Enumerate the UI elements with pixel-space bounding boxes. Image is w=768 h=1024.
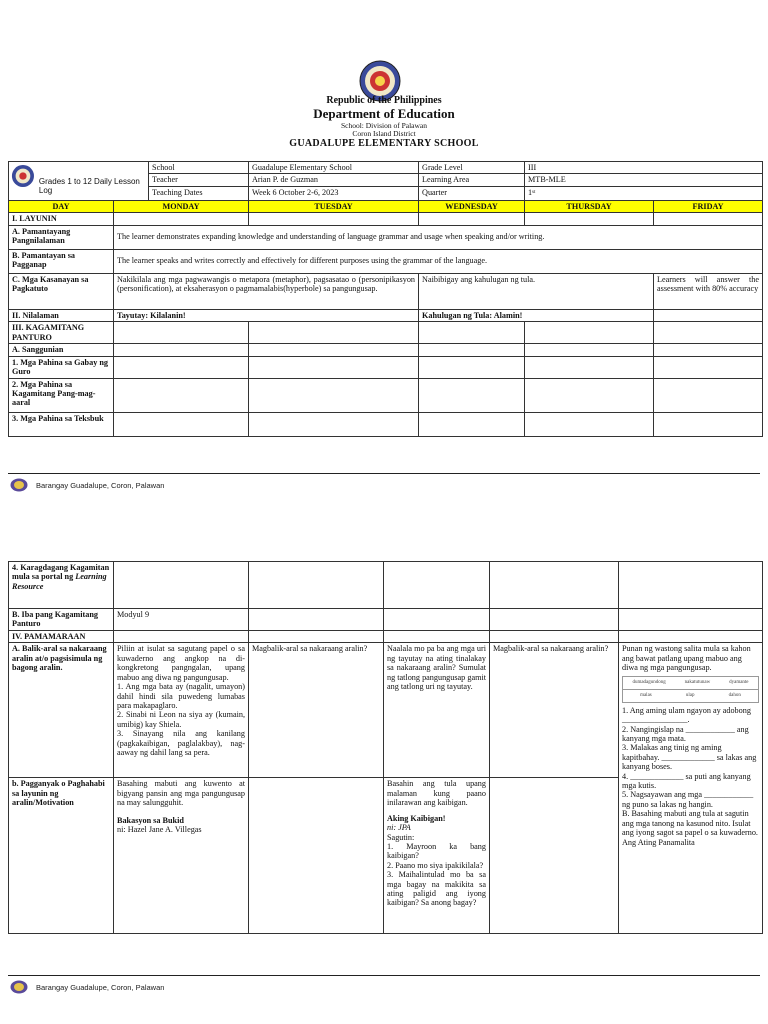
log-title: Grades 1 to 12 Daily Lesson Log: [38, 177, 140, 196]
nilalaman-monday: Tayutay: Kilalanin!: [114, 309, 419, 321]
balik-thursday: Magbalik-aral sa nakaraang aralin?: [490, 643, 619, 778]
republic-heading: Republic of the Philippines: [326, 95, 442, 106]
footer-divider-2: [8, 975, 760, 976]
balik-monday: Piliin at isulat sa sagutang papel o sa kuwaderno ang angkop na di-kongkretong pangngalan, upang mabuo ang diwa ng pangungusap. 1. Ang mga bata ay (nagalit, umayon) dahil hindi sila puwedeng lumabas para makapaglaro. 2. Sinabi ni Leon na siya ay (kumain, umibig) kay Shiela. 3. Sinayang nila ang kanilang (pagkakaibigan, paglalakbay), nag- aaway ng dahil lang sa pera.: [114, 643, 249, 778]
day-header: DAY: [9, 200, 114, 212]
footer-address: Barangay Guadalupe, Coron, Palawan: [36, 480, 165, 490]
tuesday-header: TUESDAY: [249, 200, 419, 212]
kasanayan-label: C. Mga Kasanayan sa Pagkatuto: [9, 273, 114, 309]
pagganap-text: The learner speaks and writes correctly and effectively for different purposes using the grammar of the language.: [114, 249, 763, 273]
quarter-value: 1ˢᵗ: [525, 186, 763, 200]
pamantayang-text: The learner demonstrates expanding knowledge and understanding of language grammar and usage when speaking and/or writing.: [114, 225, 763, 249]
footer-address-2: Barangay Guadalupe, Coron, Palawan: [36, 982, 165, 992]
footer-seal-icon: [10, 478, 28, 492]
district-line: Coron Island District: [352, 129, 416, 138]
school-value: Guadalupe Elementary School: [249, 162, 419, 174]
sanggunian-label: A. Sanggunian: [9, 344, 114, 356]
monday-header: MONDAY: [114, 200, 249, 212]
pamantayang-label: A. Pamantayang Pangnilalaman: [9, 225, 114, 249]
balik-friday: Punan ng wastong salita mula sa kahon ang bawat patlang upang mabuo ang diwa ng mga pangungusap. dumadagundong nakatutunaw dyamante malas ulap dahon 1. Ang aming ulam ngayon ay adobong ________________. 2. Nangingislap na ____________ ang kanyang mga mata. 3. Malakas ang tinig ng aming kapitbahay. _____________ sa lakas ang kanyang boses. 4. _____________ sa puti ang kanyang mga kutis. 5. Nagsayawan ang mga ____________ ng puno sa lakas ng hangin. B. Basahing mabuti ang tula at sagutin ang mga tanong na kasunod nito. Isulat ang iyong sagot sa papel o sa kuwaderno. Ang Ating Panamalita: [619, 643, 763, 934]
balik-label: A. Balik-aral sa nakaraang aralin at/o pagsisimula ng bagong aralin.: [9, 643, 114, 778]
pagganyak-wednesday: Basahin ang tula upang malaman kung paano inilarawan ang kaibigan. Aking Kaibigan! ni: JPA Sagutin: 1. Mayroon ka bang kaibigan? 2. Paano mo siya ipakikilala? 3. Maihalintulad mo ba sa mga bagay na makikita sa ating paligid ang iyong kaibigan? Sa anong bagay?: [384, 778, 490, 934]
deped-small-seal-icon: [11, 163, 35, 189]
word-choice-box-row2: malas ulap dahon: [622, 690, 759, 703]
teacher-label: Teacher: [149, 174, 249, 186]
dates-label: Teaching Dates: [149, 186, 249, 200]
pagganyak-monday: Basahing mabuti ang kuwento at bigyang pansin ang mga pangungusap na may salungguhit. Bakasyon sa Bukid ni: Hazel Jane A. Villegas: [114, 778, 249, 934]
balik-wednesday: Naalala mo pa ba ang mga uri ng tayutay na ating tinalakay sa nakaraang aralin? Sumulat ng tatlong pangungusap gamit ang tatlong uri ng tayutay.: [384, 643, 490, 778]
area-value: MTB-MLE: [525, 174, 763, 186]
kasanayan-monday: Nakikilala ang mga pagwawangis o metapora (metaphor), pagsasatao o (personipikasyon (personification), at eksaherasyon o pagmamalabis(hyperbole) sa pangungusap.: [114, 273, 419, 309]
word-choice-box: dumadagundong nakatutunaw dyamante: [622, 676, 759, 690]
footer-divider: [8, 473, 760, 474]
balik-tuesday: Magbalik-aral sa nakaraang aralin?: [249, 643, 384, 778]
friday-header: FRIDAY: [654, 200, 763, 212]
nilalaman-wednesday: Kahulugan ng Tula: Alamin!: [419, 309, 654, 321]
pamamaraan-label: IV. PAMAMARAAN: [9, 631, 114, 643]
lesson-log-table: [8, 161, 763, 437]
iba-label: B. Iba pang Kagamitang Panturo: [9, 609, 114, 631]
kagamitan-pang-label: 2. Mga Pahina sa Kagamitang Pang-mag-aaral: [9, 378, 114, 412]
karagdagang-label: 4. Karagdagang Kagamitan mula sa portal ng Learning Resource: [9, 562, 114, 609]
grade-value: III: [525, 162, 763, 174]
footer-2: [10, 980, 164, 994]
procedure-table: [8, 561, 763, 934]
pagganap-label: B. Pamantayan sa Pagganap: [9, 249, 114, 273]
pagganyak-label: b. Pagganyak o Paghahabi sa layunin ng aralin/Motivation: [9, 778, 114, 934]
quarter-label: Quarter: [419, 186, 525, 200]
nilalaman-label: II. Nilalaman: [9, 309, 114, 321]
teacher-value: Arian P. de Guzman: [249, 174, 419, 186]
dates-value: Week 6 October 2-6, 2023: [249, 186, 419, 200]
iba-value: Modyul 9: [114, 609, 249, 631]
teksbuk-label: 3. Mga Pahina sa Teksbuk: [9, 412, 114, 436]
area-label: Learning Area: [419, 174, 525, 186]
grade-label: Grade Level: [419, 162, 525, 174]
layunin-label: I. LAYUNIN: [9, 213, 114, 225]
thursday-header: THURSDAY: [525, 200, 654, 212]
school-label: School: [149, 162, 249, 174]
school-heading: GUADALUPE ELEMENTARY SCHOOL: [289, 138, 479, 149]
log-title-cell: [9, 162, 149, 201]
department-heading: Department of Education: [313, 106, 455, 121]
kasanayan-friday: Learners will answer the assessment with 80% accuracy: [654, 273, 763, 309]
kasanayan-wednesday: Naibibigay ang kahulugan ng tula.: [419, 273, 654, 309]
wednesday-header: WEDNESDAY: [419, 200, 525, 212]
division-line: School: Division of Palawan: [340, 121, 428, 130]
footer: [10, 478, 164, 492]
footer-seal-icon-2: [10, 980, 28, 994]
kagamitan-label: III. KAGAMITANG PANTURO: [9, 322, 114, 344]
gabay-label: 1. Mga Pahina sa Gabay ng Guro: [9, 356, 114, 378]
